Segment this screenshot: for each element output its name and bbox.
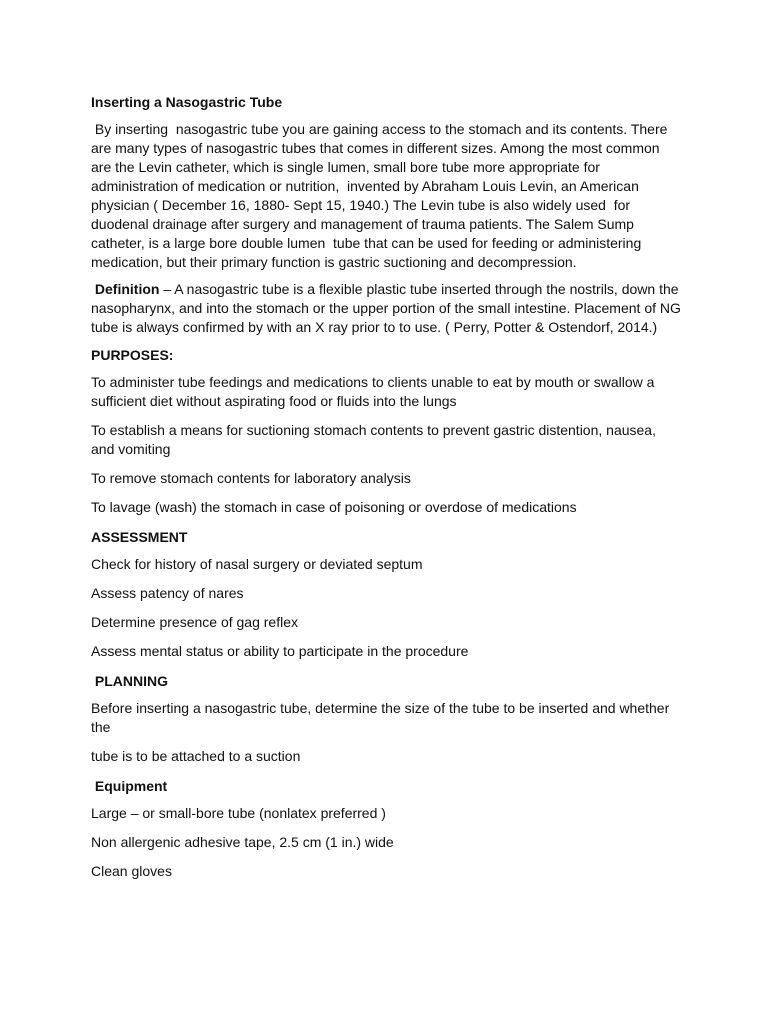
equipment-item: Clean gloves <box>91 863 172 879</box>
planning-item: Before inserting a nasogastric tube, determine the size of the tube to be inserted and whether the <box>91 700 670 735</box>
assessment-item: Assess mental status or ability to participate in the procedure <box>91 643 469 659</box>
assessment-item: Check for history of nasal surgery or deviated septum <box>91 556 423 572</box>
purpose-item: To lavage (wash) the stomach in case of poisoning or overdose of medications <box>91 499 577 515</box>
purpose-item: To establish a means for suctioning stomach contents to prevent gastric distention, nausea, and vomiting <box>91 422 656 457</box>
planning-heading: PLANNING <box>91 673 169 689</box>
assessment-heading: ASSESSMENT <box>91 529 188 545</box>
assessment-item: Assess patency of nares <box>91 585 244 601</box>
purpose-item: To administer tube feedings and medications to clients unable to eat by mouth or swallow a sufficient diet without aspirating food or fluids into the lungs <box>91 374 655 409</box>
definition-label: Definition <box>91 281 160 297</box>
document-title: Inserting a Nasogastric Tube <box>91 94 283 110</box>
definition-text: – A nasogastric tube is a flexible plastic tube inserted through the nostrils, down the nasopharynx, and into the stomach or the upper portion of the small intestine. Placement of NG tube is always confirmed by with an X ray prior to to use. ( Perry, Potter & Ostendorf, 2014.) <box>91 281 685 335</box>
document-page <box>91 92 685 891</box>
assessment-item: Determine presence of gag reflex <box>91 614 298 630</box>
intro-paragraph: By inserting nasogastric tube you are gaining access to the stomach and its contents. There are many types of nasogastric tubes that comes in different sizes. Among the most common are the Levin catheter, which is single lumen, small bore tube more appropriate for administration of medication or nutrition, invented by Abraham Louis Levin, an American physician ( December 16, 1880- Sept 15, 1940.) The Levin tube is also widely used for duodenal drainage after surgery and management of trauma patients. The Salem Sump catheter, is a large bore double lumen tube that can be used for feeding or administering medication, but their primary function is gastric suctioning and decompression. <box>91 121 672 270</box>
equipment-item: Large – or small-bore tube (nonlatex preferred ) <box>91 805 386 821</box>
equipment-heading: Equipment <box>91 778 168 794</box>
planning-item: tube is to be attached to a suction <box>91 748 301 764</box>
purposes-heading: PURPOSES: <box>91 347 174 363</box>
equipment-item: Non allergenic adhesive tape, 2.5 cm (1 in.) wide <box>91 834 394 850</box>
definition-paragraph <box>91 280 685 337</box>
purpose-item: To remove stomach contents for laboratory analysis <box>91 470 411 486</box>
